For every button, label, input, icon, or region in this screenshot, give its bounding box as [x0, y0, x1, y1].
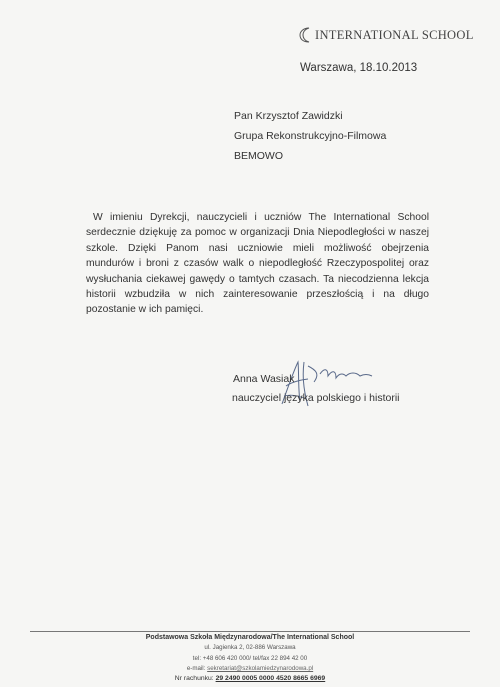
- footer-account: [0, 674, 500, 684]
- footer-email: [0, 664, 500, 674]
- signatory-role: nauczyciel języka polskiego i historii: [232, 392, 400, 404]
- letter-footer: [0, 633, 500, 684]
- footer-account-label: Nr rachunku:: [174, 675, 214, 683]
- signatory-name: Anna Wasiak: [233, 373, 295, 385]
- footer-address: ul. Jagienka 2, 02-886 Warszawa: [204, 644, 296, 652]
- logo-text: INTERNATIONAL SCHOOL: [315, 27, 474, 42]
- footer-email-address[interactable]: sekretariat@szkolamiedzynarodowa.pl: [207, 664, 314, 672]
- footer-email-label: e-mail:: [186, 664, 206, 672]
- letter-date: Warszawa, 18.10.2013: [300, 62, 418, 74]
- recipient-organization: Grupa Rekonstrukcyjno-Filmowa: [234, 130, 387, 142]
- footer-divider: [30, 631, 470, 632]
- school-logo: [298, 26, 474, 44]
- crescent-emblem-icon: [298, 26, 314, 44]
- letter-body: W imieniu Dyrekcji, nauczycieli i uczniów The International School serdecznie dziękuję za pomoc w organizacji Dnia Niepodległości w naszej szkole. Dzięki Panom nasi uczniowie mieli możliwość obejrzenia mundurów i broni z czasów walk o niepodległość Rzeczypospolitej oraz wysłuchania ciekawej gawędy o tamtych czasach. Ta niecodzienna lekcja historii wzbudziła w nich zainteresowanie przeszłością i na długo pozostanie w ich pamięci.: [86, 212, 429, 316]
- recipient-location: BEMOWO: [234, 150, 283, 162]
- footer-phone: tel: +48 606 420 000/ tel/fax 22 894 42 00: [192, 654, 308, 662]
- recipient-name: Pan Krzysztof Zawidzki: [234, 110, 343, 122]
- footer-school-name: Podstawowa Szkoła Międzynarodowa/The International School: [145, 634, 355, 641]
- footer-account-number: 29 2490 0005 0000 4520 8665 6969: [215, 675, 326, 683]
